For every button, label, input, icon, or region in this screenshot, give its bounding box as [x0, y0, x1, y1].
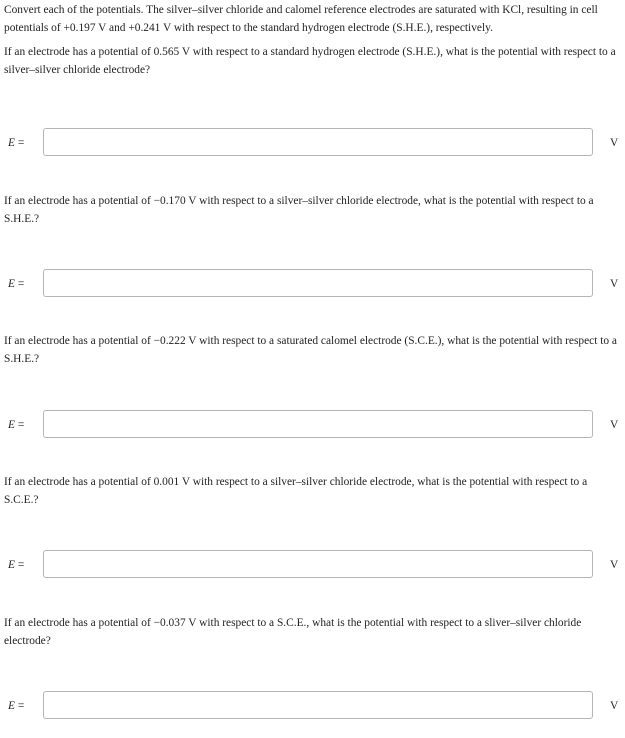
question-2-lhs: [8, 276, 24, 292]
question-2-unit: V: [610, 278, 619, 290]
question-5-lhs: [8, 698, 24, 714]
question-3-answer-row: [0, 410, 625, 440]
question-1-equals: =: [14, 137, 25, 149]
question-4-prompt: If an electrode has a potential of 0.001 V with respect to a silver–silver chloride electrode, what is the potential with respect to a S.C.E.?: [4, 476, 588, 506]
question-5-answer-input[interactable]: [43, 691, 593, 719]
question-5-unit: V: [610, 700, 619, 712]
question-3-answer-input[interactable]: [43, 410, 593, 438]
question-1-answer-row: [0, 128, 625, 158]
question-1-lhs: [8, 135, 24, 151]
question-1-answer-input[interactable]: [43, 128, 593, 156]
question-2-equals: =: [14, 278, 25, 290]
question-1-variable: E: [8, 137, 15, 149]
question-4-lhs: [8, 557, 24, 573]
question-5-variable: E: [8, 700, 15, 712]
question-3-unit: V: [610, 419, 619, 431]
question-2-answer-input[interactable]: [43, 269, 593, 297]
question-3-variable: E: [8, 419, 15, 431]
question-2-prompt: If an electrode has a potential of −0.170 V with respect to a silver–silver chloride electrode, what is the potential with respect to a S.H.E.?: [4, 195, 594, 225]
question-3-lhs: [8, 417, 24, 433]
question-4-equals: =: [14, 559, 25, 571]
question-1-unit: V: [610, 137, 619, 149]
question-4-unit: V: [610, 559, 619, 571]
question-5-equals: =: [14, 700, 25, 712]
question-4-answer-input[interactable]: [43, 550, 593, 578]
question-5-answer-row: [0, 691, 625, 721]
question-3-prompt: If an electrode has a potential of −0.222 V with respect to a saturated calomel electrode (S.C.E.), what is the potential with respect to a S.H.E.?: [4, 335, 617, 365]
question-4-answer-row: [0, 550, 625, 580]
question-4-variable: E: [8, 559, 15, 571]
question-2-variable: E: [8, 278, 15, 290]
question-2-answer-row: [0, 269, 625, 299]
question-1-prompt: If an electrode has a potential of 0.565 V with respect to a standard hydrogen electrode (S.H.E.), what is the potential with respect to a silver–silver chloride electrode?: [4, 46, 616, 76]
question-3-equals: =: [14, 419, 25, 431]
question-5-prompt: If an electrode has a potential of −0.037 V with respect to a S.C.E., what is the potential with respect to a sliver–silver chloride electrode?: [4, 617, 582, 647]
intro-text: Convert each of the potentials. The silver–silver chloride and calomel reference electrodes are saturated with KCl, resulting in cell potentials of +0.197 V and +0.241 V with respect to the standard hydrogen electrode (S.H.E.), respectively.: [4, 4, 598, 34]
